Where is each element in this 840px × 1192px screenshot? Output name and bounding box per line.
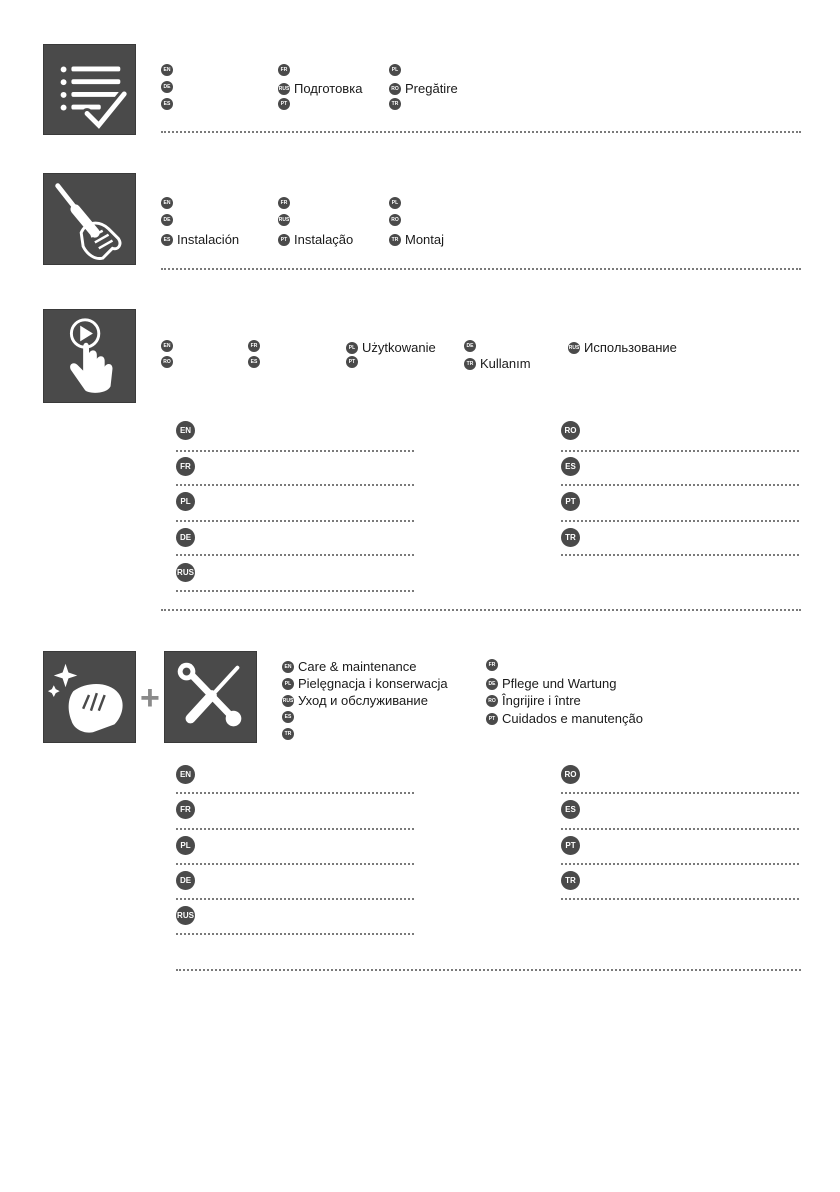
use-list-badge-fr: FR (176, 457, 195, 476)
use-list-line-rus (176, 590, 414, 592)
lang-tr-install: TR Montaj (389, 232, 444, 247)
use-list-badge-pt: PT (561, 492, 580, 511)
checklist-icon (43, 44, 136, 135)
care-list-badge-ro: RO (561, 765, 580, 784)
lang-es-care: ES (282, 711, 298, 723)
plus-sign: + (140, 679, 160, 717)
use-list-badge-ro: RO (561, 421, 580, 440)
care-list-line-de (176, 898, 414, 900)
lang-pt-prepare: PT (278, 98, 294, 110)
lang-de-install: DE (161, 214, 177, 226)
lang-rus-use: RUS Использование (568, 340, 677, 355)
lang-pl-use: PL Użytkowanie (346, 340, 436, 355)
lang-pl-prepare: PL (389, 64, 405, 76)
use-list-badge-rus: RUS (176, 563, 195, 582)
lang-en-prepare: EN (161, 64, 177, 76)
care-list-badge-de: DE (176, 871, 195, 890)
use-list-badge-de: DE (176, 528, 195, 547)
use-list-line-fr (176, 484, 414, 486)
use-list-line-de (176, 554, 414, 556)
divider-use (161, 609, 801, 611)
use-list-line-es (561, 484, 799, 486)
divider-prepare (161, 131, 801, 133)
lang-rus-install: RUS (278, 214, 294, 226)
lang-de-prepare: DE (161, 81, 177, 93)
care-list-line-en (176, 792, 414, 794)
divider-install (161, 268, 801, 270)
lang-pt-care: PT Cuidados e manutenção (486, 711, 643, 726)
use-list-line-ro (561, 450, 799, 452)
care-list-badge-rus: RUS (176, 906, 195, 925)
use-list-badge-en: EN (176, 421, 195, 440)
lang-de-care: DE Pflege und Wartung (486, 676, 616, 691)
wrench-screwdriver-icon (164, 651, 257, 743)
lang-rus-prepare: RUS Подготовка (278, 81, 363, 96)
lang-pl-install: PL (389, 197, 405, 209)
lang-fr-prepare: FR (278, 64, 294, 76)
lang-en-use: EN (161, 340, 177, 352)
lang-rus-care: RUS Уход и обслуживание (282, 693, 428, 708)
use-list-line-pl (176, 520, 414, 522)
use-list-line-pt (561, 520, 799, 522)
lang-es-use: ES (248, 356, 264, 368)
lang-pl-care: PL Pielęgnacja i konserwacja (282, 676, 448, 691)
use-list-line-en (176, 450, 414, 452)
care-list-badge-en: EN (176, 765, 195, 784)
care-list-line-fr (176, 828, 414, 830)
care-list-badge-tr: TR (561, 871, 580, 890)
care-list-line-pl (176, 863, 414, 865)
care-list-badge-fr: FR (176, 800, 195, 819)
care-list-badge-pt: PT (561, 836, 580, 855)
use-list-badge-pl: PL (176, 492, 195, 511)
care-list-badge-pl: PL (176, 836, 195, 855)
lang-ro-prepare: RO Pregătire (389, 81, 458, 96)
lang-pt-install: PT Instalação (278, 232, 353, 247)
care-list-line-rus (176, 933, 414, 935)
lang-pt-use: PT (346, 356, 362, 368)
lang-fr-use: FR (248, 340, 264, 352)
touch-play-icon (43, 309, 136, 403)
lang-fr-care: FR (486, 659, 502, 671)
use-list-badge-es: ES (561, 457, 580, 476)
lang-tr-care: TR (282, 728, 298, 740)
care-list-line-ro (561, 792, 799, 794)
care-list-line-es (561, 828, 799, 830)
use-list-line-tr (561, 554, 799, 556)
lang-ro-care: RO Îngrijire i între (486, 693, 581, 708)
lang-es-prepare: ES (161, 98, 177, 110)
lang-tr-prepare: TR (389, 98, 405, 110)
cleaning-cloth-icon (43, 651, 136, 743)
lang-tr-use: TR Kullanım (464, 356, 531, 371)
lang-es-install: ES Instalación (161, 232, 239, 247)
divider-care (176, 969, 801, 971)
screwdriver-hand-icon (43, 173, 136, 265)
lang-fr-install: FR (278, 197, 294, 209)
care-list-badge-es: ES (561, 800, 580, 819)
lang-ro-install: RO (389, 214, 405, 226)
lang-en-install: EN (161, 197, 177, 209)
lang-en-care: EN Care & maintenance (282, 659, 417, 674)
care-list-line-pt (561, 863, 799, 865)
use-list-badge-tr: TR (561, 528, 580, 547)
care-list-line-tr (561, 898, 799, 900)
lang-ro-use: RO (161, 356, 177, 368)
lang-de-use: DE (464, 340, 480, 352)
